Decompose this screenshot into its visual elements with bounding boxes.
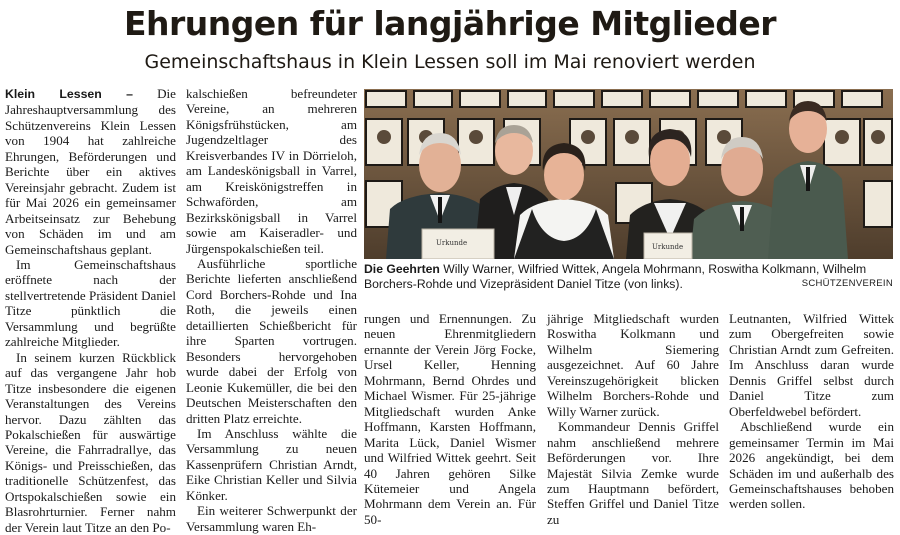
- headline: Ehrungen für langjährige Mitglieder: [123, 4, 777, 43]
- group-photo: [364, 89, 893, 259]
- paragraph: Ein weiterer Schwerpunkt der Versammlung waren Eh-: [186, 503, 357, 534]
- paragraph: In seinem kurzen Rückblick auf das vergangene Jahr hob Titze insbesondere die eigenen Veranstaltungen des Vereins hervor. Dazu zählten das Pokalschießen für auswärtige Vereine, die Fahrradrallye, das Königs- und Preisschießen, das traditionelle Schützenfest, das Ortspokalschießen sowie ein Blasrohrturnier. Ferner nahm der Verein laut Titze an den Po-: [5, 349, 176, 535]
- subheadline: Gemeinschaftshaus in Klein Lessen soll im Mai renoviert werden: [144, 51, 756, 73]
- paragraph: Abschließend wurde ein gemeinsamer Termin im Mai 2026 angekündigt, bei dem Schäden im und außerhalb des Gemeinschaftshauses behoben werden sollen.: [729, 419, 894, 512]
- paragraph: [5, 86, 176, 257]
- article-column-2: [186, 86, 357, 534]
- paragraph: Im Anschluss wählte die Versammlung zu neuen Kassenprüfern Christian Arndt, Eike Christian Keller und Silvia Könker.: [186, 425, 357, 503]
- article-column-3: [364, 311, 536, 527]
- certificate-label: Urkunde: [436, 239, 468, 247]
- group-photo-illustration: [364, 89, 893, 259]
- photo-credit: SCHÜTZENVEREIN: [801, 278, 893, 289]
- caption-text: Willy Warner, Wilfried Wittek, Angela Mohrmann, Roswitha Kolkmann, Wilhelm Borchers-Rohde und Vizepräsident Daniel Titze (von links).: [364, 262, 867, 291]
- paragraph-text: Die Jahreshauptversammlung des Schützenvereins Klein Lessen von 1904 hat zahlreiche Ehrungen, Beförderungen und Berichte über ein aktives Vereinsjahr gebracht. Zudem ist für Mai 2026 ein gemeinsamer Arbeitseinsatz zur Behebung von Schäden im und am Gemeinschaftshaus geplant.: [5, 86, 176, 257]
- certificate-label: Urkunde: [652, 243, 684, 251]
- paragraph: Ausführliche sportliche Berichte lieferten anschließend Cord Borchers-Rohde und Ina Roth, die jeweils einen detaillierten Schießbericht für ihre Sparten vortrugen. Besonders hervorgehoben wurde dabei der Erfolg von Leonie Kukemüller, die bei den Deutschen Meisterschaften den dritten Platz erreichte.: [186, 255, 357, 426]
- paragraph: Im Gemeinschaftshaus eröffnete nach der stellvertretende Präsident Daniel Titze pünktlich die Versammlung und begrüßte zahlreiche Mitglieder.: [5, 256, 176, 350]
- paragraph: Leutnanten, Wilfried Wittek zum Obergefreiten sowie Christian Arndt zum Gefreiten. Im Anschluss daran wurde Dennis Griffel selbst durch Daniel Titze zum Oberfeldwebel befördert.: [729, 311, 894, 419]
- article-column-4: [547, 311, 719, 527]
- paragraph: jährige Mitgliedschaft wurden Roswitha Kolkmann und Wilhelm Siemering ausgezeichnet. Auf 60 Jahre Vereinszugehörigkeit blicken Wilhelm Borchers-Rohde und Willy Warner zurück.: [547, 311, 719, 419]
- dateline: Klein Lessen –: [5, 87, 133, 101]
- paragraph: kalschießen befreundeter Vereine, an mehreren Königsfrühstücken, am Jugendzeltlager des Kreisverbandes IV in Dörrieloh, am Landeskönigsball in Varrel, am Kreiskönigstreffen in Schwaförden, am Bezirkskönigsball in Varrel sowie am Kaiseradler- und Jürgenspokalschießen teil.: [186, 86, 357, 256]
- paragraph: Kommandeur Dennis Griffel nahm anschließend mehrere Beförderungen vor. Ihre Majestät Silvia Zemke wurde zum Hauptmann befördert, Steffen Griffel und Daniel Titze zu: [547, 419, 719, 527]
- caption-lead: Die Geehrten: [364, 262, 440, 276]
- article-column-1: [5, 86, 176, 535]
- paragraph: rungen und Ernennungen. Zu neuen Ehrenmitgliedern ernannte der Verein Jörg Focke, Ursel Keller, Henning Mohrmann, Bernd Ohrdes und Michael Wismer. Für 25-jährige Mitgliedschaft wurden Anke Hoffmann, Karsten Hoffmann, Marita Lück, Daniel Wismer und Wilfried Wittek geehrt. Seit 40 Jahren gehören Silke Kütemeier und Angela Mohrmann dem Verein an. Für 50-: [364, 311, 536, 527]
- article-column-5: [729, 311, 894, 512]
